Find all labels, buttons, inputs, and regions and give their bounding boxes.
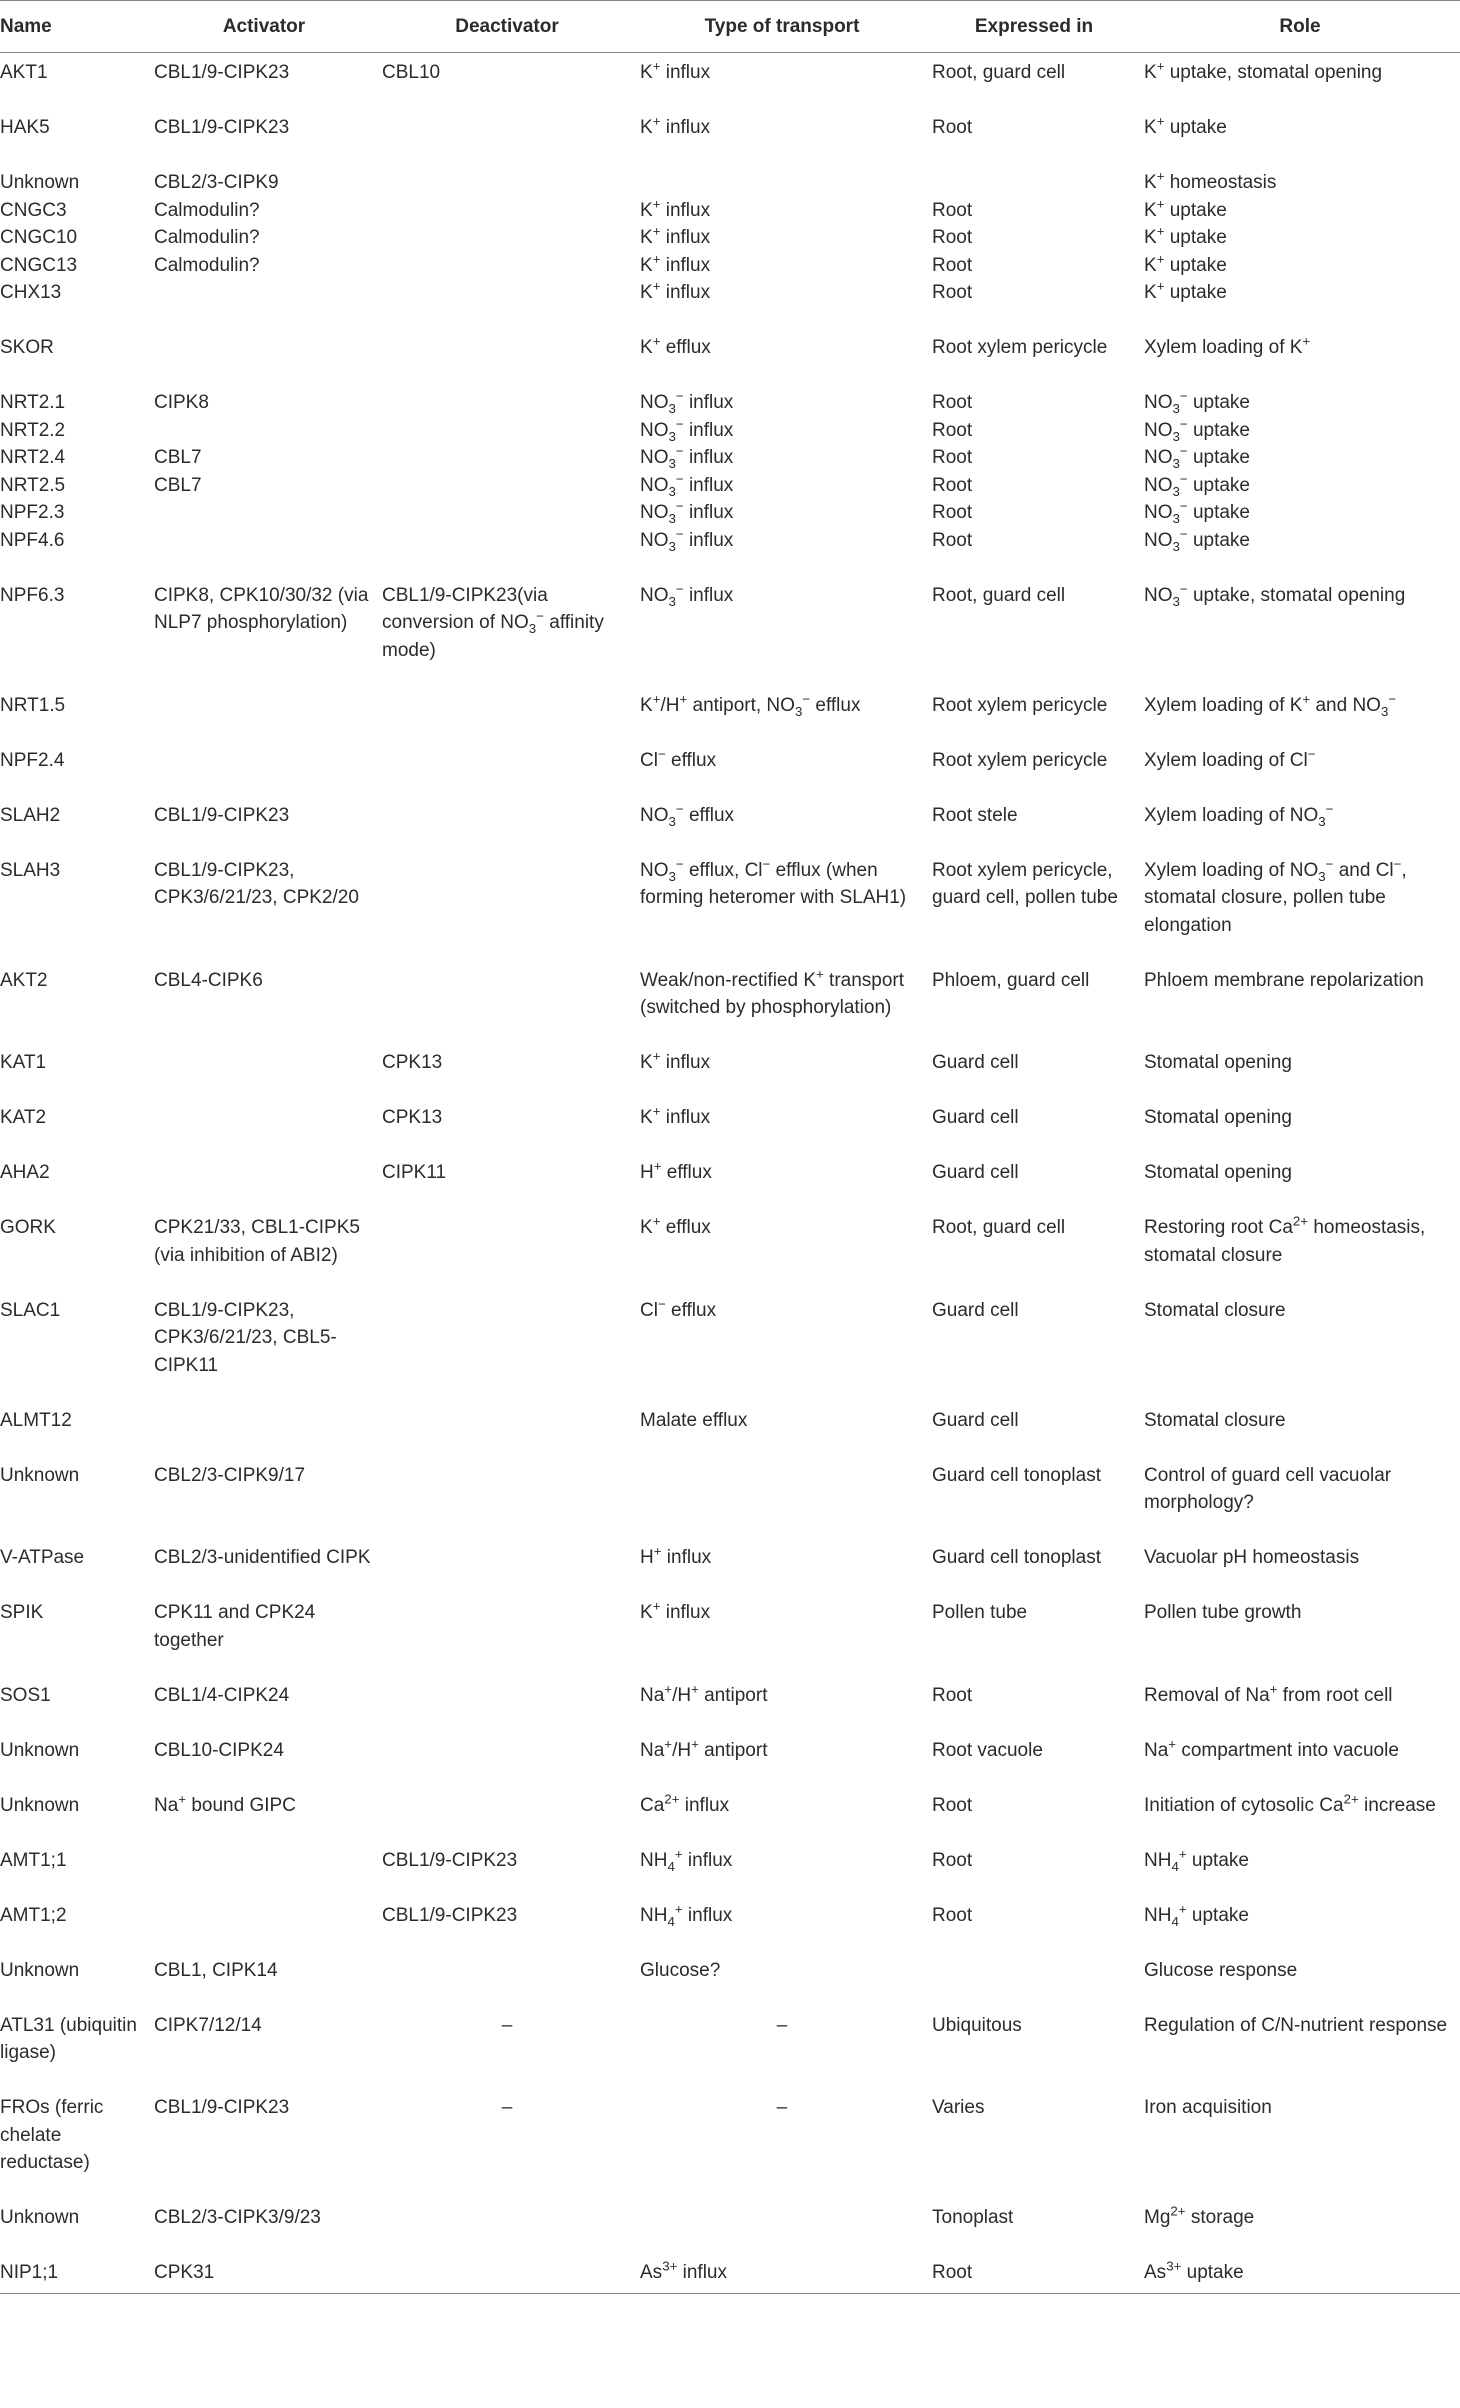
expressed-in-cell: Pollen tube (932, 1602, 1028, 1623)
table-row (0, 1407, 1460, 1462)
deactivator-cell: – (501, 2097, 513, 2118)
name-cell: CNGC10 (0, 227, 78, 248)
transport-type-cell: H+ efflux (640, 1158, 712, 1183)
table-row (0, 1847, 1460, 1902)
name-cell: FROs (ferric chelate reductase) (0, 2097, 104, 2173)
expressed-in-cell: Root (928, 2259, 1140, 2293)
deactivator-cell (378, 692, 636, 747)
name-cell: SLAC1 (0, 1299, 61, 1321)
transport-type-cell: $NO_3^-$ influx (640, 388, 734, 416)
name-cell: SOS1 (0, 1684, 51, 1706)
transport-type-cell: $NH_4^+$ influx (640, 1846, 733, 1874)
expressed-in-cell: Root (932, 1904, 973, 1926)
deactivator-cell (378, 444, 636, 472)
activator-cell: Calmodulin? (154, 254, 260, 276)
deactivator-cell (378, 114, 636, 169)
transport-type-cell: K+ influx (640, 58, 711, 83)
expressed-in-cell: Guard cell (932, 1162, 1019, 1183)
name-cell: AKT1 (0, 62, 48, 83)
role-cell: Xylem loading of K+ and $NO_3^-$ (1144, 691, 1397, 719)
expressed-in-cell: Guard cell tonoplast (932, 1547, 1101, 1568)
table-row (0, 389, 1460, 417)
deactivator-cell (378, 802, 636, 857)
table-row (0, 499, 1460, 527)
deactivator-cell (378, 1599, 636, 1682)
name-cell: SKOR (0, 337, 54, 358)
transport-type-cell: $NH_4^+$ influx (640, 1901, 733, 1929)
activator-cell (150, 1902, 378, 1957)
header-type-of-transport: Type of transport (636, 1, 928, 53)
name-cell: NRT1.5 (0, 694, 66, 716)
name-cell: NPF2.4 (0, 749, 65, 771)
deactivator-cell (378, 389, 636, 417)
transport-type-cell: Cl− efflux (640, 1296, 717, 1321)
role-cell: Stomatal closure (1144, 1409, 1286, 1431)
table-row (0, 2094, 1460, 2204)
role-cell: Initiation of cytosolic $Ca^{2+}$ increase (1144, 1791, 1436, 1816)
deactivator-cell (378, 1297, 636, 1407)
transport-type-cell: K+ influx (640, 223, 711, 248)
expressed-in-cell: Ubiquitous (932, 2014, 1022, 2036)
role-cell: $NH_4^+$ uptake (1144, 1901, 1249, 1929)
deactivator-cell (378, 197, 636, 225)
transport-type-cell (636, 169, 928, 197)
name-cell: GORK (0, 1217, 56, 1238)
transport-type-cell: $NO_3^-$ influx (640, 443, 734, 471)
transport-type-cell: Na+/H+ antiport (640, 1736, 768, 1761)
transport-type-cell: Weak/non-rectified K+ transport (switched by phosphorylation) (640, 966, 905, 1018)
role-cell: K+ uptake (1144, 251, 1227, 276)
transport-type-cell: $NO_3^-$ efflux, Cl− efflux (when forming heteromer with SLAH1) (640, 856, 907, 908)
role-cell: $NO_3^-$ uptake, stomatal opening (1144, 581, 1406, 609)
expressed-in-cell: Root (932, 474, 973, 496)
table-row (0, 334, 1460, 389)
role-cell: Phloem membrane repolarization (1144, 969, 1424, 991)
transport-type-cell: K+ efflux (640, 1213, 711, 1238)
activator-cell: Na+ bound GIPC (154, 1791, 296, 1816)
expressed-in-cell: Root xylem pericycle (932, 694, 1108, 716)
role-cell: K+ uptake (1144, 278, 1227, 303)
expressed-in-cell: Root (932, 254, 973, 276)
role-cell: K+ homeostasis (1144, 168, 1277, 193)
transport-type-cell: $As^{3+}$ influx (636, 2259, 928, 2293)
name-cell: HAK5 (0, 117, 50, 138)
table-row (0, 279, 1460, 334)
role-cell: Xylem loading of $NO_3^-$ (1144, 801, 1334, 829)
table-row (0, 1599, 1460, 1682)
role-cell: Stomatal opening (1144, 1162, 1292, 1183)
deactivator-cell: – (501, 2014, 513, 2036)
header-name: Name (0, 1, 150, 53)
role-cell: Glucose response (1144, 1959, 1298, 1981)
activator-cell (150, 747, 378, 802)
deactivator-cell (378, 1957, 636, 2012)
expressed-in-cell: Root xylem pericycle (932, 337, 1108, 358)
deactivator-cell (378, 2259, 636, 2293)
activator-cell (150, 417, 378, 445)
deactivator-cell (378, 747, 636, 802)
table-row (0, 1544, 1460, 1599)
role-cell: Stomatal opening (1144, 1052, 1292, 1073)
role-cell: K+ uptake (1144, 113, 1227, 138)
expressed-in-cell: Root, guard cell (932, 62, 1066, 83)
name-cell: Unknown (0, 1464, 80, 1486)
role-cell: Pollen tube growth (1144, 1602, 1302, 1623)
name-cell: AHA2 (0, 1162, 50, 1183)
deactivator-cell: CBL1/9-CIPK23 (382, 1904, 518, 1926)
table-row (0, 747, 1460, 802)
role-cell: $NO_3^-$ uptake (1144, 471, 1250, 499)
transport-type-cell: K+ influx (640, 113, 711, 138)
table-row (0, 252, 1460, 280)
transport-type-cell: K+ influx (640, 1048, 711, 1073)
expressed-in-cell: Root (932, 392, 973, 413)
expressed-in-cell: Root, guard cell (932, 584, 1066, 606)
activator-cell (150, 1847, 378, 1902)
expressed-in-cell (928, 1957, 1140, 2012)
table-row (0, 224, 1460, 252)
expressed-in-cell: Root (932, 282, 973, 303)
transport-type-cell: $NO_3^-$ influx (640, 498, 734, 526)
name-cell: Unknown (0, 1739, 80, 1761)
name-cell: SPIK (0, 1602, 44, 1623)
activator-cell: CBL1/9-CIPK23 (154, 804, 290, 826)
activator-cell (150, 499, 378, 527)
deactivator-cell (378, 169, 636, 197)
activator-cell: CBL1/9-CIPK23 (154, 117, 290, 138)
table-row (0, 1682, 1460, 1737)
role-cell: Xylem loading of K+ (1144, 333, 1311, 358)
transport-type-cell: Cl− efflux (640, 746, 717, 771)
expressed-in-cell: Root (932, 117, 973, 138)
role-cell: Xylem loading of $NO_3^-$ and Cl−, stomatal closure, pollen tube elongation (1144, 856, 1407, 936)
activator-cell: CPK21/33, CBL1-CIPK5 (via inhibition of ABI2) (154, 1217, 360, 1266)
table-row (0, 197, 1460, 225)
expressed-in-cell: Root (932, 529, 973, 551)
deactivator-cell: CIPK11 (382, 1162, 447, 1183)
role-cell: $Mg^{2+}$ storage (1144, 2203, 1255, 2228)
role-cell: Regulation of C/N-nutrient response (1144, 2014, 1448, 2036)
role-cell: Control of guard cell vacuolar morphology? (1144, 1464, 1392, 1513)
activator-cell: CIPK8 (154, 392, 209, 413)
activator-cell: CBL1/9-CIPK23, CPK3/6/21/23, CBL5-CIPK11 (154, 1299, 337, 1376)
activator-cell: CBL2/3-unidentified CIPK (154, 1547, 371, 1568)
table-row (0, 472, 1460, 500)
activator-cell (150, 1407, 378, 1462)
table-body (0, 53, 1460, 2294)
expressed-in-cell: Root (932, 502, 973, 523)
activator-cell (150, 334, 378, 389)
expressed-in-cell: Root (932, 1794, 973, 1816)
role-cell: Restoring root $Ca^{2+}$ homeostasis, stomatal closure (1144, 1213, 1426, 1266)
expressed-in-cell (928, 169, 1140, 197)
transport-type-cell: Na+/H+ antiport (640, 1681, 768, 1706)
table-row (0, 692, 1460, 747)
deactivator-cell (378, 1214, 636, 1297)
role-cell: $NO_3^-$ uptake (1144, 498, 1250, 526)
expressed-in-cell: Root stele (932, 804, 1018, 826)
expressed-in-cell: Root (932, 227, 973, 248)
deactivator-cell (378, 1792, 636, 1847)
role-cell: $NO_3^-$ uptake (1144, 443, 1250, 471)
table-row (0, 1159, 1460, 1214)
deactivator-cell (378, 417, 636, 445)
expressed-in-cell: Root (932, 447, 973, 468)
transport-type-cell: – (776, 2014, 788, 2036)
deactivator-cell (378, 472, 636, 500)
header-activator: Activator (150, 1, 378, 53)
name-cell: Unknown (0, 172, 80, 193)
activator-cell: CPK11 and CPK24 together (154, 1602, 316, 1651)
role-cell: $NO_3^-$ uptake (1144, 416, 1250, 444)
deactivator-cell (378, 1462, 636, 1545)
expressed-in-cell: Root (932, 199, 973, 221)
table-row (0, 2012, 1460, 2095)
deactivator-cell (378, 1544, 636, 1599)
name-cell: Unknown (0, 2207, 80, 2228)
expressed-in-cell: Tonoplast (932, 2207, 1014, 2228)
table-row (0, 802, 1460, 857)
activator-cell: CIPK8, CPK10/30/32 (via NLP7 phosphorylation) (154, 584, 369, 633)
table-row (0, 53, 1460, 115)
expressed-in-cell: Root vacuole (932, 1739, 1043, 1761)
expressed-in-cell: Varies (932, 2097, 985, 2118)
activator-cell (150, 692, 378, 747)
activator-cell: CBL1, CIPK14 (154, 1959, 278, 1981)
transport-type-cell: Glucose? (640, 1959, 721, 1981)
transport-type-cell: K+ influx (640, 196, 711, 221)
expressed-in-cell: Phloem, guard cell (932, 969, 1090, 991)
name-cell: AKT2 (0, 969, 48, 991)
name-cell: CNGC13 (0, 254, 78, 276)
expressed-in-cell: Root (932, 419, 973, 441)
table-row (0, 169, 1460, 197)
name-cell: NRT2.2 (0, 419, 66, 441)
expressed-in-cell: Guard cell (932, 1409, 1019, 1431)
deactivator-cell: CBL10 (382, 62, 441, 83)
role-cell: Stomatal opening (1144, 1107, 1292, 1128)
activator-cell: CBL2/3-CIPK9 (154, 172, 279, 193)
transport-type-cell: – (776, 2097, 788, 2118)
role-cell: Vacuolar pH homeostasis (1144, 1547, 1360, 1568)
name-cell: CNGC3 (0, 199, 67, 221)
header-expressed-in: Expressed in (928, 1, 1140, 53)
expressed-in-cell: Root (932, 1684, 973, 1706)
role-cell: $As^{3+}$ uptake (1140, 2259, 1460, 2293)
activator-cell: CBL1/9-CIPK23 (154, 62, 290, 83)
transport-type-cell: $NO_3^-$ influx (640, 471, 734, 499)
role-cell: Stomatal closure (1144, 1299, 1286, 1321)
table-row (0, 1049, 1460, 1104)
deactivator-cell (378, 1737, 636, 1792)
transport-type-cell (636, 2204, 928, 2259)
activator-cell: CBL7 (154, 447, 202, 468)
table-header (0, 1, 1460, 53)
deactivator-cell (378, 279, 636, 334)
activator-cell: CIPK7/12/14 (154, 2014, 262, 2036)
role-cell: $NO_3^-$ uptake (1144, 388, 1250, 416)
role-cell: K+ uptake, stomatal opening (1144, 58, 1383, 83)
transport-type-cell: K+ influx (640, 1598, 711, 1623)
transport-type-cell: $NO_3^-$ influx (640, 416, 734, 444)
expressed-in-cell: Root xylem pericycle, guard cell, pollen tube (932, 859, 1118, 908)
activator-cell (150, 1049, 378, 1104)
activator-cell: Calmodulin? (154, 227, 260, 248)
role-cell: K+ uptake (1144, 223, 1227, 248)
deactivator-cell: CPK13 (382, 1107, 443, 1128)
role-cell: Na+ compartment into vacuole (1144, 1736, 1399, 1761)
activator-cell (150, 1104, 378, 1159)
expressed-in-cell: Root, guard cell (932, 1217, 1066, 1238)
activator-cell: CBL10-CIPK24 (154, 1739, 284, 1761)
transport-type-cell: K+ influx (640, 1103, 711, 1128)
table-row (0, 857, 1460, 967)
table-row (0, 582, 1460, 692)
deactivator-cell (378, 252, 636, 280)
name-cell: Unknown (0, 1959, 80, 1981)
transport-type-cell: K+ influx (640, 278, 711, 303)
activator-cell: CBL1/9-CIPK23 (154, 2097, 290, 2118)
activator-cell (150, 527, 378, 582)
activator-cell: Calmodulin? (154, 199, 260, 221)
activator-cell: CPK31 (150, 2259, 378, 2293)
name-cell: NPF4.6 (0, 529, 65, 551)
activator-cell (150, 279, 378, 334)
header-row (0, 1, 1460, 53)
deactivator-cell (378, 334, 636, 389)
transport-type-cell: K+ influx (640, 251, 711, 276)
activator-cell: CBL1/9-CIPK23, CPK3/6/21/23, CPK2/20 (154, 859, 359, 908)
deactivator-cell: CBL1/9-CIPK23(via conversion of $NO_3^-$ affinity mode) (382, 584, 604, 661)
activator-cell: CBL2/3-CIPK9/17 (154, 1464, 306, 1486)
name-cell: ATL31 (ubiquitin ligase) (0, 2014, 137, 2063)
transport-type-cell: K+/H+ antiport, $NO_3^-$ efflux (640, 691, 861, 719)
expressed-in-cell: Root xylem pericycle (932, 749, 1108, 771)
table-row (0, 1737, 1460, 1792)
activator-cell: CBL7 (154, 474, 202, 496)
expressed-in-cell: Guard cell (932, 1299, 1019, 1321)
name-cell: AMT1;1 (0, 1849, 67, 1871)
name-cell: NPF2.3 (0, 502, 65, 523)
table-row (0, 1104, 1460, 1159)
deactivator-cell (378, 499, 636, 527)
activator-cell (150, 1159, 378, 1214)
name-cell: SLAH2 (0, 804, 61, 826)
expressed-in-cell: Guard cell (932, 1107, 1019, 1128)
transport-type-cell: $NO_3^-$ efflux (640, 801, 735, 829)
transport-type-cell (636, 1462, 928, 1545)
deactivator-cell (378, 2204, 636, 2259)
transport-type-cell: $NO_3^-$ influx (640, 581, 734, 609)
role-cell: $NO_3^-$ uptake (1144, 526, 1250, 554)
table-row (0, 114, 1460, 169)
transport-type-cell: $NO_3^-$ influx (640, 526, 734, 554)
table-row (0, 444, 1460, 472)
name-cell: NPF6.3 (0, 584, 65, 606)
name-cell: ALMT12 (0, 1409, 72, 1431)
transport-type-cell: K+ efflux (640, 333, 711, 358)
name-cell: V-ATPase (0, 1547, 85, 1568)
table-row (0, 2204, 1460, 2259)
activator-cell: CBL1/4-CIPK24 (154, 1684, 290, 1706)
expressed-in-cell: Root (932, 1849, 973, 1871)
table-row (0, 2259, 1460, 2293)
deactivator-cell (378, 967, 636, 1050)
name-cell: KAT2 (0, 1107, 47, 1128)
deactivator-cell (378, 224, 636, 252)
name-cell: Unknown (0, 1794, 80, 1816)
name-cell: NIP1;1 (0, 2259, 150, 2293)
deactivator-cell (378, 527, 636, 582)
table-row (0, 1214, 1460, 1297)
role-cell: Iron acquisition (1144, 2097, 1272, 2118)
deactivator-cell (378, 1682, 636, 1737)
role-cell: $NH_4^+$ uptake (1144, 1846, 1249, 1874)
activator-cell: CBL2/3-CIPK3/9/23 (154, 2207, 321, 2228)
deactivator-cell: CBL1/9-CIPK23 (382, 1849, 518, 1871)
table-row (0, 1957, 1460, 2012)
expressed-in-cell: Guard cell (932, 1052, 1019, 1073)
name-cell: NRT2.1 (0, 392, 66, 413)
header-role: Role (1140, 1, 1460, 53)
transport-type-cell: $Ca^{2+}$ influx (640, 1791, 730, 1816)
table-row (0, 1902, 1460, 1957)
role-cell: Removal of Na+ from root cell (1144, 1681, 1393, 1706)
name-cell: NRT2.4 (0, 447, 66, 468)
transport-type-cell: Malate efflux (640, 1409, 748, 1431)
activator-cell: CBL4-CIPK6 (154, 969, 263, 991)
header-deactivator: Deactivator (378, 1, 636, 53)
name-cell: CHX13 (0, 282, 62, 303)
table-row (0, 967, 1460, 1050)
deactivator-cell (378, 857, 636, 967)
table-row (0, 527, 1460, 582)
table-row (0, 1297, 1460, 1407)
role-cell: K+ uptake (1144, 196, 1227, 221)
expressed-in-cell: Guard cell tonoplast (932, 1464, 1101, 1486)
name-cell: KAT1 (0, 1052, 47, 1073)
name-cell: AMT1;2 (0, 1904, 67, 1926)
table-row (0, 1792, 1460, 1847)
deactivator-cell: CPK13 (382, 1052, 443, 1073)
table-row (0, 417, 1460, 445)
role-cell: Xylem loading of Cl− (1144, 746, 1316, 771)
deactivator-cell (378, 1407, 636, 1462)
name-cell: NRT2.5 (0, 474, 66, 496)
name-cell: SLAH3 (0, 859, 61, 881)
table-row (0, 1462, 1460, 1545)
transport-type-cell: H+ influx (640, 1543, 712, 1568)
